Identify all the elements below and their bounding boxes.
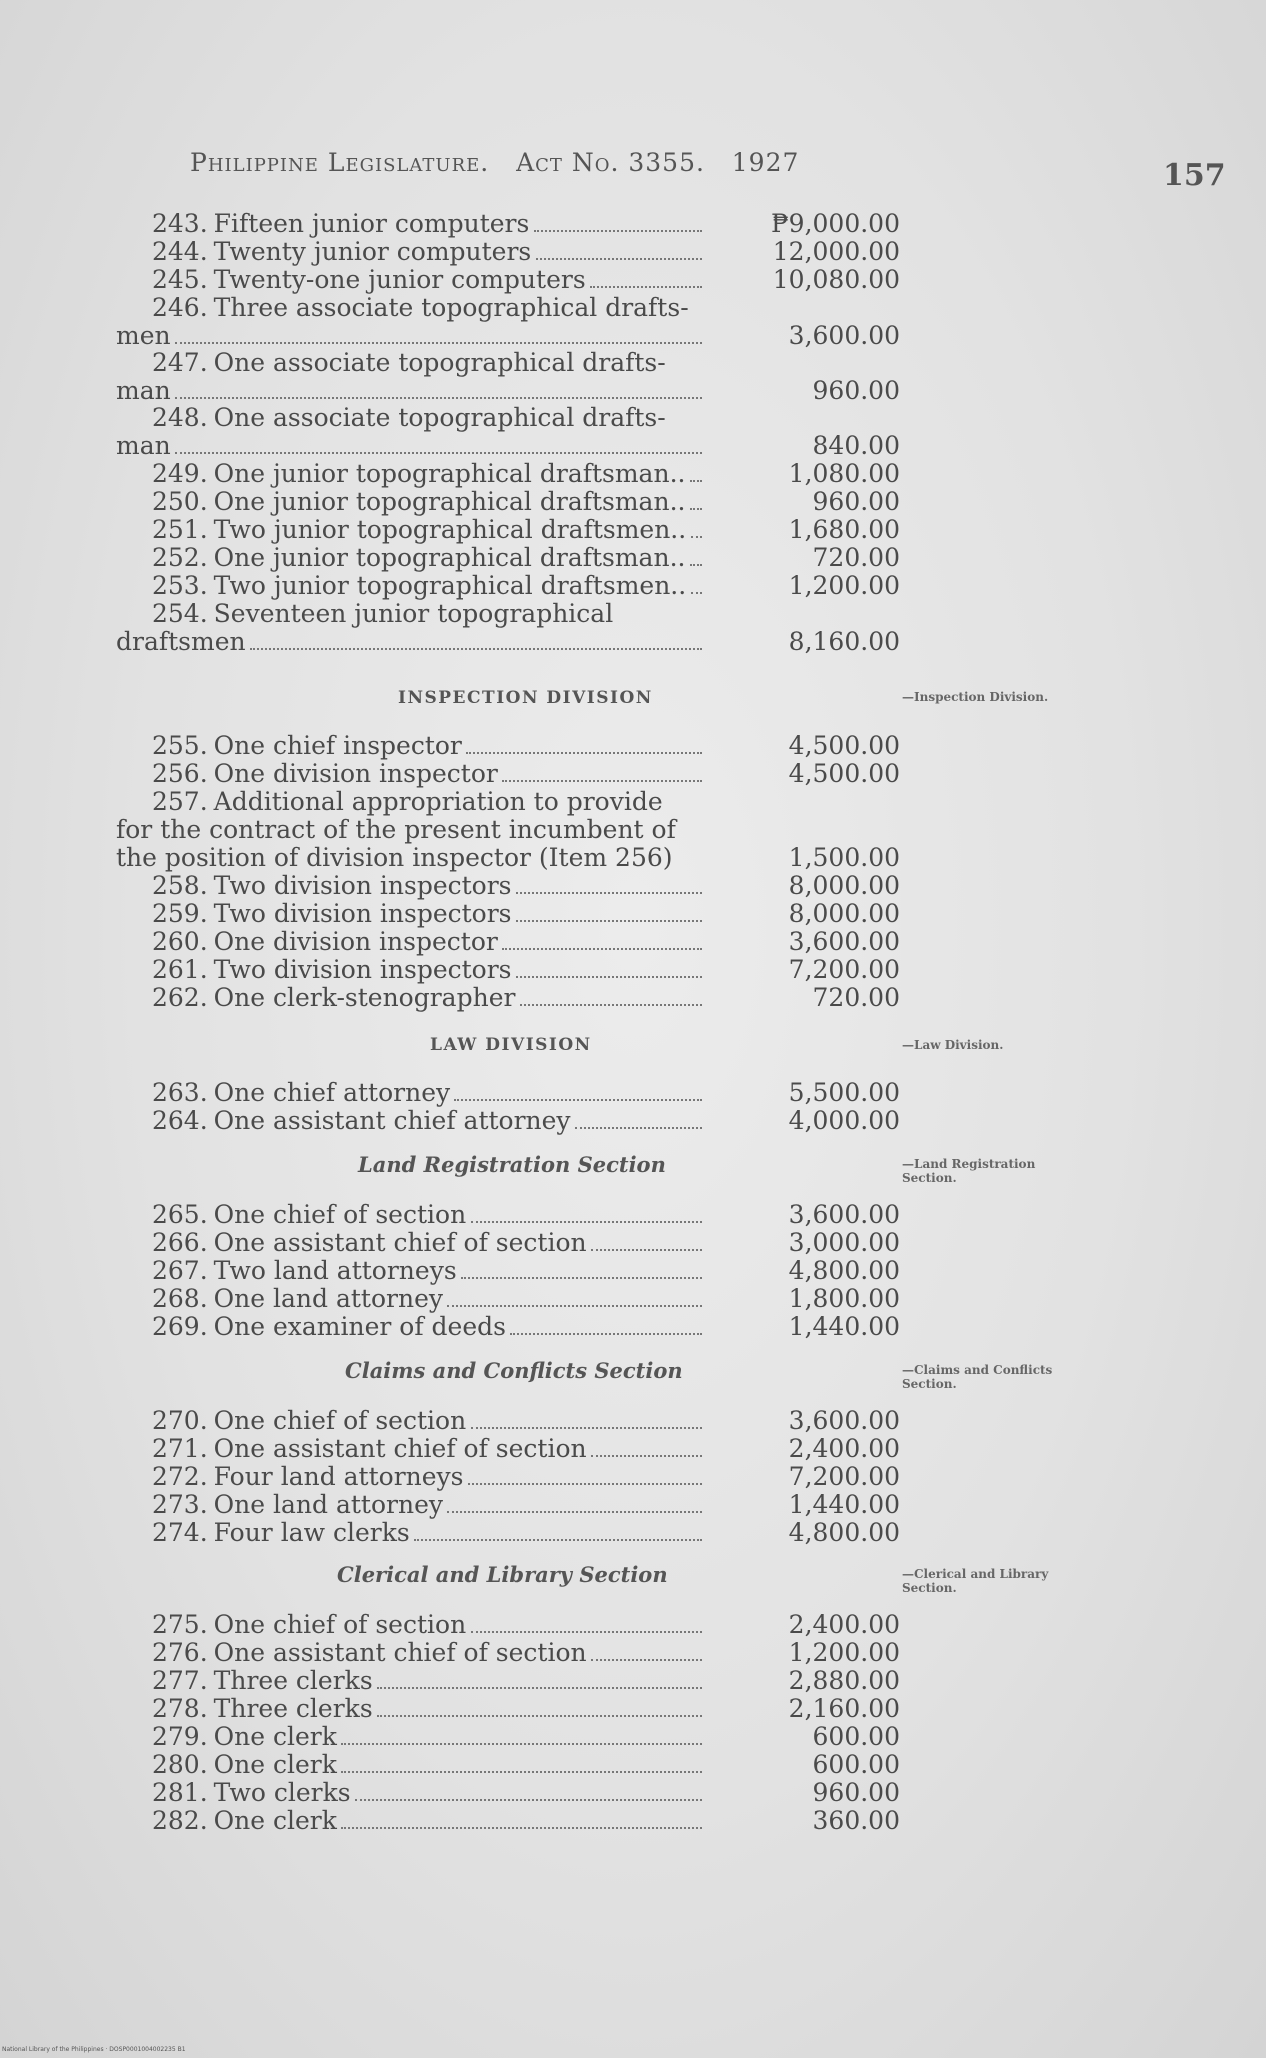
- section-heading-law: LAW DIVISION: [430, 1035, 592, 1055]
- item-amount: 1,680.00: [788, 515, 900, 544]
- item-text: Twenty junior computers: [213, 238, 532, 266]
- item-amount: 3,000.00: [788, 1228, 900, 1257]
- item-number: 280.: [152, 1751, 208, 1779]
- item-amount: 3,600.00: [788, 321, 900, 350]
- item-text: One chief of section: [213, 1611, 467, 1639]
- item-text: One assistant chief attorney: [213, 1107, 571, 1135]
- item-text: One examiner of deeds: [213, 1313, 506, 1341]
- item-amount: ₱9,000.00: [771, 209, 900, 238]
- item-amount: 12,000.00: [772, 237, 900, 266]
- item-line: [116, 788, 706, 816]
- item-number: 279.: [152, 1723, 208, 1751]
- item-number: 252.: [152, 544, 208, 572]
- margin-note-clerical: —Clerical and Library Section.: [902, 1567, 1049, 1595]
- page-number: 157: [1163, 158, 1226, 193]
- item-line: [116, 404, 706, 432]
- item-amount: 2,400.00: [788, 1434, 900, 1463]
- item-amount: 1,800.00: [788, 1284, 900, 1313]
- item-number: 278.: [152, 1695, 208, 1723]
- item-number: 276.: [152, 1639, 208, 1667]
- item-text: Two division inspectors: [213, 900, 512, 928]
- item-amount: 3,600.00: [788, 927, 900, 956]
- item-number: 257.: [152, 788, 208, 816]
- item-number: 245.: [152, 266, 208, 294]
- item-text: Two land attorneys: [213, 1257, 457, 1285]
- item-number: 253.: [152, 572, 208, 600]
- item-number: 264.: [152, 1107, 208, 1135]
- item-number: 251.: [152, 516, 208, 544]
- item-number: 282.: [152, 1807, 208, 1835]
- item-number: 275.: [152, 1611, 208, 1639]
- item-amount: 960.00: [812, 1778, 900, 1807]
- item-amount: 4,800.00: [788, 1518, 900, 1547]
- item-text: draftsmen: [116, 628, 246, 656]
- item-number: 256.: [152, 760, 208, 788]
- item-amount: 720.00: [812, 543, 900, 572]
- item-amount: 3,600.00: [788, 1200, 900, 1229]
- item-number: 281.: [152, 1779, 208, 1807]
- item-amount: 960.00: [812, 487, 900, 516]
- item-text: Twenty-one junior computers: [213, 266, 586, 294]
- item-amount: 960.00: [812, 376, 900, 405]
- item-amount: 1,200.00: [788, 1638, 900, 1667]
- item-number: 277.: [152, 1667, 208, 1695]
- item-number: 247.: [152, 349, 208, 377]
- item-amount: 8,160.00: [788, 627, 900, 656]
- item-amount: 2,160.00: [788, 1694, 900, 1723]
- item-text: One chief of section: [213, 1407, 467, 1435]
- item-text: One chief of section: [213, 1201, 467, 1229]
- item-number: 262.: [152, 984, 208, 1012]
- item-text: One land attorney: [213, 1491, 443, 1519]
- item-text: One clerk: [213, 1807, 337, 1835]
- item-text: Four law clerks: [213, 1519, 410, 1547]
- item-number: 274.: [152, 1519, 208, 1547]
- item-text: One clerk: [213, 1751, 337, 1779]
- item-number: 263.: [152, 1079, 208, 1107]
- item-number: 248.: [152, 404, 208, 432]
- item-amount: 4,000.00: [788, 1106, 900, 1135]
- item-text: Three clerks: [213, 1695, 373, 1723]
- item-line: [116, 600, 706, 628]
- item-text: One assistant chief of section: [213, 1229, 587, 1257]
- item-text: One assistant chief of section: [213, 1435, 587, 1463]
- item-number: 259.: [152, 900, 208, 928]
- item-amount: 4,500.00: [788, 731, 900, 760]
- item-text: One land attorney: [213, 1285, 443, 1313]
- item-text: One junior topographical draftsman..: [213, 544, 686, 572]
- item-number: 260.: [152, 928, 208, 956]
- item-line: [116, 294, 706, 322]
- item-amount: 10,080.00: [772, 265, 900, 294]
- item-number: 244.: [152, 238, 208, 266]
- item-amount: 3,600.00: [788, 1406, 900, 1435]
- header-act: Act No. 3355.: [516, 148, 705, 177]
- running-header: [190, 148, 799, 177]
- item-text: Four land attorneys: [213, 1463, 464, 1491]
- item-amount: 7,200.00: [788, 955, 900, 984]
- item-number: 249.: [152, 460, 208, 488]
- item-number: 268.: [152, 1285, 208, 1313]
- item-amount: 5,500.00: [788, 1078, 900, 1107]
- item-amount: 4,500.00: [788, 759, 900, 788]
- item-amount: 8,000.00: [788, 899, 900, 928]
- item-text: man: [116, 377, 171, 405]
- item-number: 265.: [152, 1201, 208, 1229]
- item-amount: 1,500.00: [788, 843, 900, 872]
- item-text: One clerk-stenographer: [213, 984, 516, 1012]
- item-text: One division inspector: [213, 760, 498, 788]
- item-text: One associate topographical drafts-: [213, 404, 666, 432]
- item-amount: 840.00: [812, 431, 900, 460]
- margin-note-claims: —Claims and Conflicts Section.: [902, 1363, 1053, 1391]
- item-text: Seventeen junior topographical: [213, 600, 614, 628]
- item-amount: 7,200.00: [788, 1462, 900, 1491]
- item-amount: 1,200.00: [788, 571, 900, 600]
- item-text: One associate topographical drafts-: [213, 349, 666, 377]
- item-amount: 1,440.00: [788, 1312, 900, 1341]
- margin-note-land: —Land Registration Section.: [902, 1157, 1036, 1185]
- item-text: One chief inspector: [213, 732, 462, 760]
- item-text: Fifteen junior computers: [213, 210, 530, 238]
- item-text: One junior topographical draftsman..: [213, 460, 686, 488]
- item-number: 261.: [152, 956, 208, 984]
- item-text: Three clerks: [213, 1667, 373, 1695]
- item-text: men: [116, 322, 171, 350]
- item-number: 266.: [152, 1229, 208, 1257]
- item-number: 243.: [152, 210, 208, 238]
- item-number: 273.: [152, 1491, 208, 1519]
- item-line: [116, 816, 706, 844]
- margin-note-law: —Law Division.: [902, 1038, 1004, 1052]
- item-number: 255.: [152, 732, 208, 760]
- item-amount: 1,440.00: [788, 1490, 900, 1519]
- item-amount: 4,800.00: [788, 1256, 900, 1285]
- item-amount: 8,000.00: [788, 871, 900, 900]
- item-number: 246.: [152, 294, 208, 322]
- item-number: 271.: [152, 1435, 208, 1463]
- item-number: 272.: [152, 1463, 208, 1491]
- item-amount: 600.00: [812, 1750, 900, 1779]
- item-text: the position of division inspector (Item 256): [116, 844, 673, 872]
- item-number: 270.: [152, 1407, 208, 1435]
- header-title: Philippine Legislature.: [190, 148, 490, 177]
- item-amount: 2,880.00: [788, 1666, 900, 1695]
- section-heading-claims: Claims and Conflicts Section: [345, 1358, 683, 1383]
- item-number: 254.: [152, 600, 208, 628]
- item-amount: 600.00: [812, 1722, 900, 1751]
- item-number: 250.: [152, 488, 208, 516]
- item-text: One assistant chief of section: [213, 1639, 587, 1667]
- item-text: man: [116, 432, 171, 460]
- item-number: 258.: [152, 872, 208, 900]
- header-year: 1927: [731, 148, 800, 177]
- item-amount: 2,400.00: [788, 1610, 900, 1639]
- item-amount: 1,080.00: [788, 459, 900, 488]
- item-text: Two junior topographical draftsmen..: [213, 572, 687, 600]
- item-text: One chief attorney: [213, 1079, 451, 1107]
- item-number: 269.: [152, 1313, 208, 1341]
- item-text: Additional appropriation to provide: [213, 788, 663, 816]
- item-text: Two junior topographical draftsmen..: [213, 516, 687, 544]
- item-text: One junior topographical draftsman..: [213, 488, 686, 516]
- margin-note-inspection: —Inspection Division.: [902, 690, 1049, 704]
- item-text: Two clerks: [213, 1779, 351, 1807]
- section-heading-clerical: Clerical and Library Section: [337, 1562, 668, 1587]
- section-heading-land: Land Registration Section: [358, 1152, 666, 1177]
- item-text: Three associate topographical drafts-: [213, 294, 689, 322]
- item-text: Two division inspectors: [213, 872, 512, 900]
- scan-footer: National Library of the Philippines · DOSP0001004002235 B1: [2, 2046, 186, 2053]
- item-amount: 720.00: [812, 983, 900, 1012]
- item-number: 267.: [152, 1257, 208, 1285]
- section-heading-inspection: INSPECTION DIVISION: [398, 688, 653, 708]
- item-amount: 360.00: [812, 1806, 900, 1835]
- item-text: for the contract of the present incumbent of: [116, 816, 676, 844]
- item-text: One clerk: [213, 1723, 337, 1751]
- item-text: One division inspector: [213, 928, 498, 956]
- item-text: Two division inspectors: [213, 956, 512, 984]
- item-line: [116, 349, 706, 377]
